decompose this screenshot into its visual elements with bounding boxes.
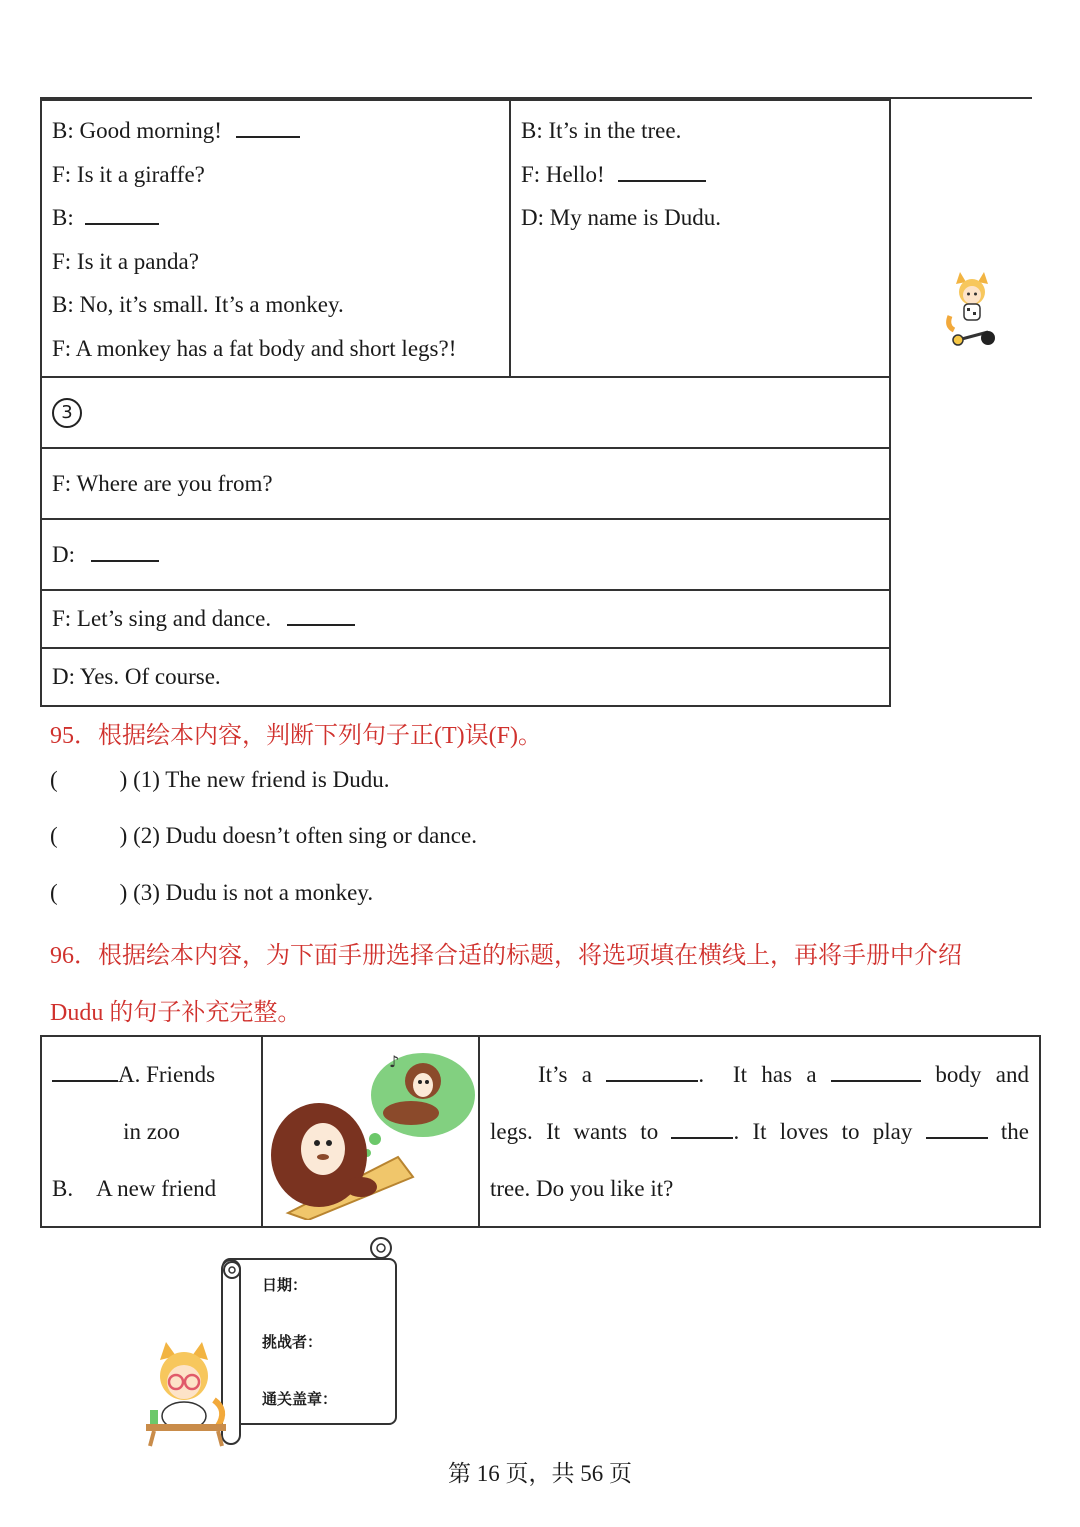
tf-item-1: ( ) (1) The new friend is Dudu. [50,767,390,792]
answer-blank[interactable] [606,1079,698,1082]
dialog-left-cell [41,100,510,377]
dialog-right-cell [510,100,890,377]
q96-title-line2: Dudu 的句子补充完整。 [50,1000,302,1026]
q95-title: 95．根据绘本内容，判断下列句子正(T)误(F)。 [50,723,542,749]
passage-line-2: legs. It wants to . It loves to play the [490,1119,1030,1144]
answer-blank[interactable] [91,559,159,562]
answer-blank[interactable] [85,222,159,225]
dialog-row: D: Yes. Of course. [41,648,890,706]
circled-number: 3 [52,398,82,428]
girl-at-desk-illustration [140,1340,232,1448]
page-footer: 第 16 页，共 56 页 [448,1461,632,1486]
monkey-illustration [263,1037,478,1220]
dialog-line: B: It’s in the tree. [521,118,682,143]
answer-blank[interactable] [671,1136,733,1139]
dialog-line: F: Is it a panda? [52,248,199,274]
dialog-line: F: Hello! [521,153,879,197]
dialog-row: F: Where are you from? [41,448,890,519]
passage-line-1: It’s a . It has a body and [538,1062,1030,1087]
dialog-table [40,99,891,707]
date-label: 日期： [262,1276,308,1294]
tf-item-2: ( ) (2) Dudu doesn’t often sing or dance. [50,823,477,848]
dialog-line: B: [52,196,499,240]
q96-title-line1: 96．根据绘本内容，为下面手册选择合适的标题，将选项填在横线上，再将手册中介绍 [50,943,962,969]
svg-text:♪: ♪ [389,1052,400,1071]
passage-line-3: tree. Do you like it? [490,1176,674,1201]
dialog-row: D: [41,519,890,590]
answer-blank[interactable] [287,623,355,626]
fox-child-scooter-illustration [944,270,1000,350]
option-a-cont: in zoo [123,1119,180,1144]
tf-item-3: ( ) (3) Dudu is not a monkey. [50,880,374,905]
dialog-line: F: Is it a giraffe? [52,161,205,187]
answer-blank[interactable] [236,135,300,138]
section-3-row [41,377,890,448]
option-b-line: B. A new friend [52,1176,217,1201]
scroll-curls-icon [218,1236,398,1448]
dialog-line: F: A monkey has a fat body and short legs?! [52,335,457,361]
dialog-line: D: My name is Dudu. [521,205,721,230]
description-cell [479,1036,1040,1227]
answer-blank[interactable] [926,1136,988,1139]
answer-blank[interactable] [831,1079,921,1082]
title-options-cell [41,1036,262,1227]
dialog-line: B: Good morning! [52,109,499,153]
monkey-picture-cell [262,1036,479,1227]
answer-blank[interactable] [618,179,706,182]
option-a-line: A. Friends [52,1046,251,1103]
stamp-label: 通关盖章： [262,1390,338,1408]
dialog-line: B: No, it’s small. It’s a monkey. [52,292,344,317]
handbook-table [40,1035,1041,1228]
challenger-label: 挑战者： [262,1333,323,1351]
title-blank[interactable] [52,1079,118,1082]
dialog-row: F: Let’s sing and dance. [41,590,890,648]
